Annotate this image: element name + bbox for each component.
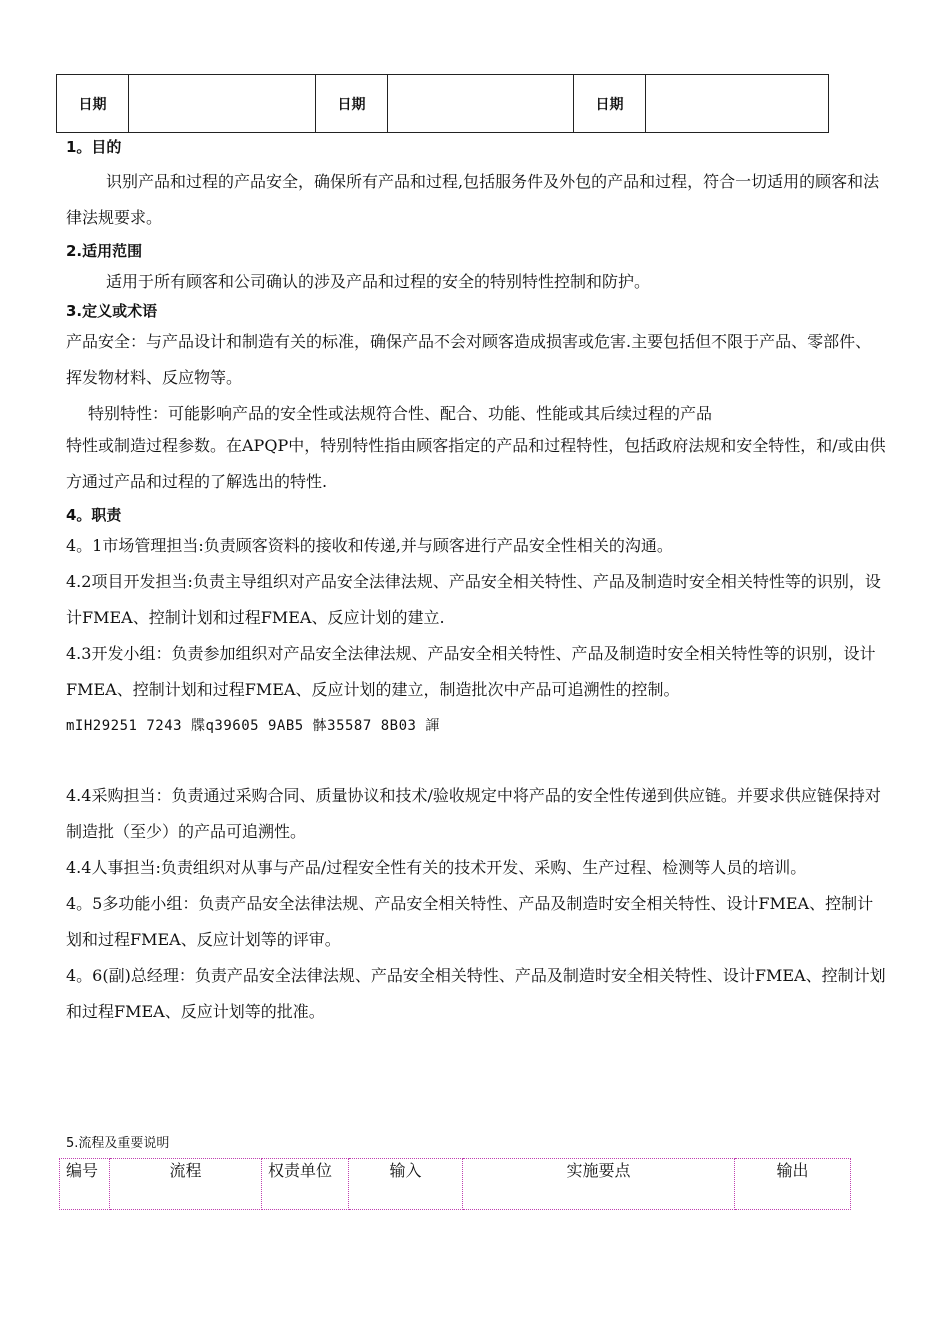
section-4-2: 4.2项目开发担当:负责主导组织对产品安全法律法规、产品安全相关特性、产品及制造时安全相关特性等的识别，设计FMEA、控制计划和过程FMEA、反应计划的建立. [66, 572, 881, 627]
col-header-number: 编号 [60, 1159, 110, 1210]
section-5-title: 5.流程及重要说明 [66, 1136, 170, 1151]
col-header-input: 输入 [349, 1159, 463, 1210]
date-value-3 [646, 75, 829, 133]
col-header-responsible: 权责单位 [262, 1159, 349, 1210]
header-date-table [56, 74, 829, 133]
table-row [60, 1159, 851, 1210]
section-1-title: 1。目的 [66, 138, 122, 156]
section-3-text-1: 产品安全：与产品设计和制造有关的标准，确保产品不会对顾客造成损害或危害.主要包括但不限于产品、零部件、挥发物材料、反应物等。 [66, 332, 872, 387]
flow-table [59, 1158, 851, 1210]
date-label-1: 日期 [57, 75, 129, 133]
section-2-text: 适用于所有顾客和公司确认的涉及产品和过程的安全的特别特性控制和防护。 [106, 272, 651, 291]
garbled-text: mIH29251 7243 牒q39605 9AB5 骵35587 8B03 諢 [66, 718, 440, 734]
section-4-4-hr: 4.4人事担当:负责组织对从事与产品/过程安全性有关的技术开发、采购、生产过程、检测等人员的培训。 [66, 858, 807, 877]
section-4-1: 4。1市场管理担当:负责顾客资料的接收和传递,并与顾客进行产品安全性相关的沟通。 [66, 536, 673, 555]
section-1-text: 识别产品和过程的产品安全，确保所有产品和过程,包括服务件及外包的产品和过程，符合一切适用的顾客和法律法规要求。 [66, 172, 880, 227]
table-row [57, 75, 829, 133]
section-2-title: 2.适用范围 [66, 242, 143, 260]
section-4-6: 4。6(副)总经理：负责产品安全法律法规、产品安全相关特性、产品及制造时安全相关特性、设计FMEA、控制计划和过程FMEA、反应计划等的批准。 [66, 966, 886, 1021]
date-value-1 [129, 75, 316, 133]
date-label-2: 日期 [316, 75, 388, 133]
section-3-title: 3.定义或术语 [66, 302, 158, 320]
date-value-2 [388, 75, 574, 133]
col-header-output: 输出 [735, 1159, 851, 1210]
section-3-text-2b: 特性或制造过程参数。在APQP中，特别特性指由顾客指定的产品和过程特性，包括政府法规和安全特性，和/或由供方通过产品和过程的了解选出的特性. [66, 436, 886, 491]
section-4-5: 4。5多功能小组：负责产品安全法律法规、产品安全相关特性、产品及制造时安全相关特性、设计FMEA、控制计划和过程FMEA、反应计划等的评审。 [66, 894, 874, 949]
col-header-process: 流程 [110, 1159, 262, 1210]
section-3-text-2a: 特别特性：可能影响产品的安全性或法规符合性、配合、功能、性能或其后续过程的产品 [88, 404, 713, 423]
document-body [66, 134, 886, 1030]
section-4-title: 4。职责 [66, 506, 122, 524]
col-header-key-points: 实施要点 [463, 1159, 735, 1210]
date-label-3: 日期 [574, 75, 646, 133]
section-4-3: 4.3开发小组：负责参加组织对产品安全法律法规、产品安全相关特性、产品及制造时安全相关特性等的识别，设计FMEA、控制计划和过程FMEA、反应计划的建立，制造批次中产品可追溯性的控制。 [66, 644, 876, 699]
section-4-4-purchasing: 4.4采购担当：负责通过采购合同、质量协议和技术/验收规定中将产品的安全性传递到供应链。并要求供应链保持对制造批（至少）的产品可追溯性。 [66, 786, 881, 841]
blank-line [66, 744, 886, 778]
